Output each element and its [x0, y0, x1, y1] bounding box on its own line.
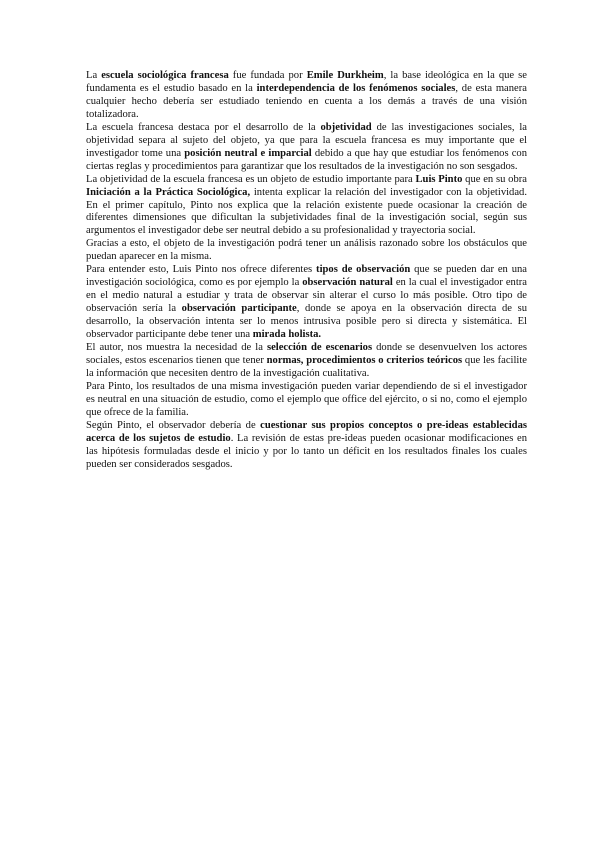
bold-text: selección de escenarios — [266, 342, 373, 354]
text-run: La objetividad de la escuela francesa es un objeto de estudio importante para — [86, 173, 416, 185]
text-run: intenta explicar la relación del investigador con la objetividad. En el primer capítulo, Pinto nos explica que la relación existente puede ocasionar la creación de diferentes dimensiones que dificultan la subjetividades final de la investigación social, según sus argumentos el investigador debe ser neutral debido a su profesionalidad y trayectoria social. — [86, 186, 528, 237]
bold-text: mirada holista. — [252, 329, 322, 341]
text-run: , donde se apoya en la observación directa de su desarrollo, la observación intenta ser lo menos intrusiva posible pero si directa y sistemática. El observador participante debe tener una — [86, 303, 527, 341]
paragraph — [86, 174, 527, 239]
paragraph — [86, 238, 527, 264]
paragraph — [86, 264, 527, 342]
text-run: que se pueden dar en una investigación sociológica, como es por ejemplo la — [86, 264, 527, 289]
text-run: La escuela francesa destaca por el desarrollo de la — [86, 121, 321, 133]
text-run: Para entender esto, Luis Pinto nos ofrece diferentes — [86, 264, 317, 276]
bold-text: observación natural — [302, 277, 393, 289]
bold-text: Iniciación a la Práctica Sociológica, — [86, 186, 251, 198]
text-run: Para Pinto, los resultados de una misma investigación pueden variar dependiendo de si el investigador es neutral en una situación de estudio, como el ejemplo que office del ejército, o si no, como el ejemplo que ofrece de la familia. — [86, 380, 527, 418]
text-run: , de esta manera cualquier hecho debería ser estudiado teniendo en cuenta a los demás a través de una visión totalizadora. — [86, 82, 527, 120]
text-run: que en su obra — [462, 173, 527, 185]
document-body — [86, 70, 527, 472]
text-run: debido a que hay que estudiar los fenómenos con ciertas reglas y procedimientos para garantizar que los resultados de la investigación no son sesgados. — [86, 147, 528, 172]
text-run: Según Pinto, el observador debería de — [86, 419, 261, 431]
bold-text: Luis Pinto — [415, 173, 463, 185]
bold-text: observación participante — [181, 303, 297, 315]
text-run: La — [86, 70, 102, 81]
bold-text: escuela sociológica francesa — [101, 70, 229, 81]
text-run: en la cual el investigador entra en el medio natural a estudiar y trata de observar sin alterar el curso lo más posible. Otro tipo de observación sería la — [86, 277, 528, 315]
bold-text: cuestionar sus propios conceptos o pre-ideas establecidas acerca de los sujetos de estudio — [86, 419, 527, 444]
paragraph — [86, 420, 527, 472]
text-run: . La revisión de estas pre-ideas pueden ocasionar modificaciones en las hipótesis formuladas desde el inicio y por lo tanto un déficit en los resultados finales los cuales pueden ser considerados sesgados. — [86, 432, 527, 470]
bold-text: interdependencia de los fenómenos sociales — [256, 82, 456, 94]
paragraph — [86, 381, 527, 420]
text-run: que les facilite la información que necesiten dentro de la investigación cualitativa. — [86, 354, 527, 379]
paragraph — [86, 342, 527, 381]
text-run: Gracias a esto, el objeto de la investigación podrá tener un análisis razonado sobre los obstáculos que puedan aparecer en la misma. — [86, 238, 527, 263]
text-run: El autor, nos muestra la necesidad de la — [86, 342, 267, 354]
bold-text: Emile Durkheim — [306, 70, 384, 81]
bold-text: posición neutral e imparcial — [184, 147, 312, 159]
text-run: fue fundada por — [228, 70, 307, 81]
bold-text: normas, procedimientos o criterios teóricos — [266, 354, 463, 366]
paragraph — [86, 122, 527, 174]
bold-text: tipos de observación — [316, 264, 411, 276]
bold-text: objetividad — [320, 121, 372, 133]
paragraph — [86, 70, 527, 122]
text-run: donde se desenvuelven los actores sociales, estos escenarios tienen que tener — [86, 342, 527, 366]
text-run: , la base ideológica en la que se fundamenta es el estudio basado en la — [86, 70, 527, 94]
text-run: de las investigaciones sociales, la objetividad separa al sujeto del objeto, ya que para la escuela francesa es muy importante que el investigador tome una — [86, 121, 528, 159]
